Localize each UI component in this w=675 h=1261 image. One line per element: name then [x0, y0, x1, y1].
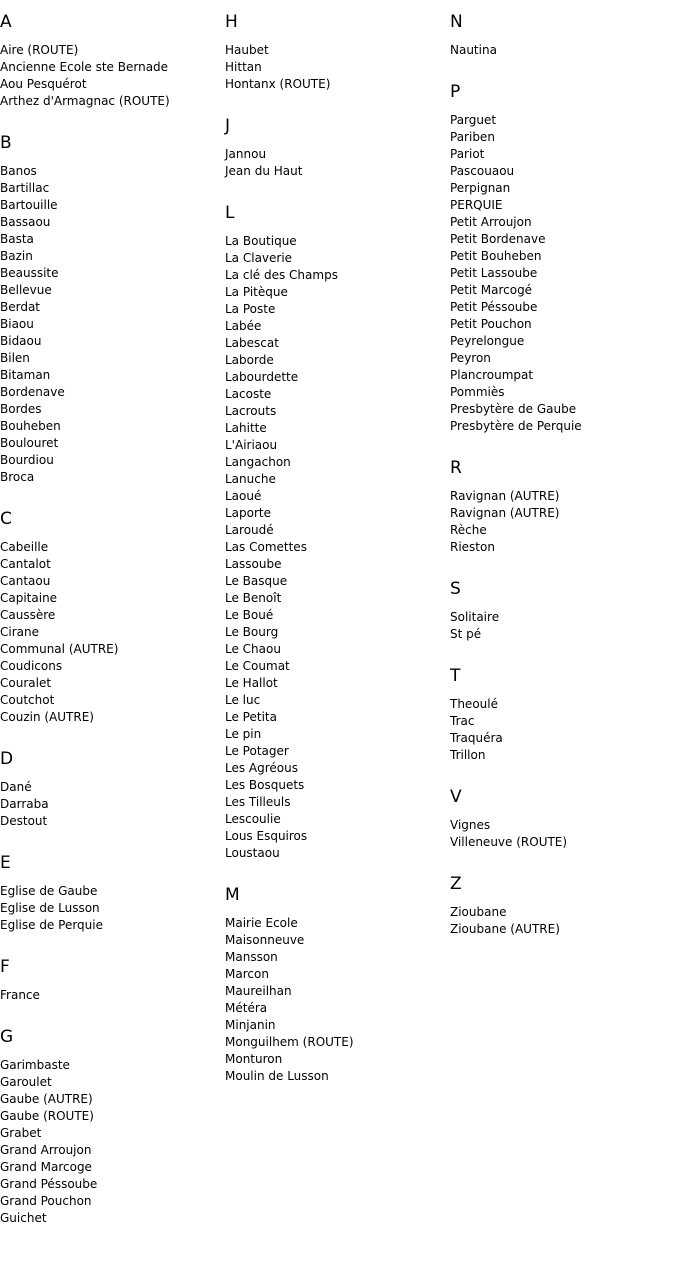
place-link[interactable]: Pascouaou: [450, 164, 515, 178]
place-link[interactable]: Eglise de Perquie: [0, 918, 103, 932]
place-link[interactable]: Boulouret: [0, 436, 59, 450]
place-link[interactable]: Parguet: [450, 113, 497, 127]
place-link[interactable]: France: [0, 988, 40, 1002]
place-link[interactable]: Hittan: [225, 60, 262, 74]
place-link[interactable]: Le pin: [225, 727, 262, 741]
place-list: [450, 817, 675, 851]
letter-heading: T: [450, 666, 461, 686]
letter-heading: D: [0, 749, 14, 769]
place-link[interactable]: Le Benoît: [225, 591, 282, 605]
place-link[interactable]: Laporte: [225, 506, 272, 520]
place-link[interactable]: Berdat: [0, 300, 41, 314]
place-link[interactable]: Garoulet: [0, 1075, 52, 1089]
place-link[interactable]: La clé des Champs: [225, 268, 338, 282]
place-link[interactable]: Ravignan (AUTRE): [450, 489, 560, 503]
place-link[interactable]: Langachon: [225, 455, 291, 469]
place-link[interactable]: Zioubane: [450, 905, 507, 919]
place-link[interactable]: Traquéra: [450, 731, 503, 745]
place-link[interactable]: Basta: [0, 232, 34, 246]
place-link[interactable]: Les Agréous: [225, 761, 299, 775]
place-link[interactable]: Bellevue: [0, 283, 52, 297]
place-list: [225, 42, 450, 93]
letter-heading: M: [225, 885, 240, 905]
place-list: [0, 779, 225, 830]
place-link[interactable]: Le Basque: [225, 574, 288, 588]
letter-group-v: [450, 764, 675, 851]
letter-heading: A: [0, 12, 12, 32]
place-link[interactable]: Peyron: [450, 351, 491, 365]
place-link[interactable]: Monguilhem (ROUTE): [225, 1035, 354, 1049]
index-column-1: [0, 0, 225, 1227]
place-link[interactable]: Petit Lassoube: [450, 266, 538, 280]
index-column-2: [225, 0, 450, 1085]
place-list: [0, 987, 225, 1004]
place-link[interactable]: Darraba: [0, 797, 49, 811]
place-link[interactable]: Nautina: [450, 43, 497, 57]
index-column-3: [450, 0, 675, 938]
place-link[interactable]: Destout: [0, 814, 48, 828]
letter-group-c: [0, 486, 225, 726]
place-link[interactable]: Bassaou: [0, 215, 51, 229]
letter-heading: L: [225, 203, 235, 223]
place-link[interactable]: La Claverie: [225, 251, 293, 265]
place-link[interactable]: Le Chaou: [225, 642, 281, 656]
place-link[interactable]: Météra: [225, 1001, 268, 1015]
place-link[interactable]: La Boutique: [225, 234, 297, 248]
place-link[interactable]: Le luc: [225, 693, 261, 707]
place-link[interactable]: Rèche: [450, 523, 487, 537]
letter-group-t: [450, 643, 675, 764]
letter-group-n: [450, 0, 675, 59]
place-link[interactable]: Haubet: [225, 43, 269, 57]
place-link[interactable]: Beaussite: [0, 266, 59, 280]
place-link[interactable]: Mansson: [225, 950, 278, 964]
letter-group-f: [0, 934, 225, 1004]
place-link[interactable]: Bilen: [0, 351, 30, 365]
place-link[interactable]: Lassoube: [225, 557, 282, 571]
letter-group-d: [0, 726, 225, 830]
letter-heading: V: [450, 787, 462, 807]
place-link[interactable]: Petit Bouheben: [450, 249, 542, 263]
place-link[interactable]: Guichet: [0, 1211, 47, 1225]
place-link[interactable]: Maureilhan: [225, 984, 292, 998]
place-link[interactable]: Grand Pouchon: [0, 1194, 92, 1208]
letter-heading: H: [225, 12, 238, 32]
place-link[interactable]: Gaube (AUTRE): [0, 1092, 93, 1106]
place-link[interactable]: Couralet: [0, 676, 52, 690]
place-link[interactable]: Solitaire: [450, 610, 500, 624]
place-link[interactable]: Bidaou: [0, 334, 42, 348]
letter-heading: B: [0, 133, 12, 153]
place-link[interactable]: Le Coumat: [225, 659, 290, 673]
place-link[interactable]: Lacoste: [225, 387, 272, 401]
place-link[interactable]: Laroudé: [225, 523, 274, 537]
place-list: [225, 233, 450, 862]
place-link[interactable]: Petit Pouchon: [450, 317, 532, 331]
place-link[interactable]: Communal (AUTRE): [0, 642, 119, 656]
place-link[interactable]: Arthez d'Armagnac (ROUTE): [0, 94, 170, 108]
place-link[interactable]: Trac: [450, 714, 475, 728]
place-link[interactable]: Villeneuve (ROUTE): [450, 835, 568, 849]
place-list: [225, 915, 450, 1085]
place-link[interactable]: Rieston: [450, 540, 495, 554]
place-link[interactable]: Petit Marcogé: [450, 283, 533, 297]
place-link[interactable]: Bordenave: [0, 385, 65, 399]
place-link[interactable]: Bitaman: [0, 368, 51, 382]
place-link[interactable]: Lescoulie: [225, 812, 281, 826]
place-link[interactable]: Bouheben: [0, 419, 61, 433]
letter-group-a: [0, 0, 225, 110]
letter-heading: J: [225, 116, 231, 136]
place-link[interactable]: Vignes: [450, 818, 491, 832]
place-link[interactable]: Petit Bordenave: [450, 232, 546, 246]
place-link[interactable]: Coutchot: [0, 693, 55, 707]
place-link[interactable]: Grabet: [0, 1126, 42, 1140]
place-list: [450, 904, 675, 938]
place-link[interactable]: Les Bosquets: [225, 778, 305, 792]
place-list: [450, 609, 675, 643]
letter-heading: C: [0, 509, 12, 529]
place-link[interactable]: Laborde: [225, 353, 274, 367]
place-link[interactable]: PERQUIE: [450, 198, 503, 212]
place-link[interactable]: Gaube (ROUTE): [0, 1109, 94, 1123]
place-link[interactable]: Hontanx (ROUTE): [225, 77, 331, 91]
place-link[interactable]: St pé: [450, 627, 482, 641]
place-link[interactable]: Bazin: [0, 249, 33, 263]
place-link[interactable]: Couzin (AUTRE): [0, 710, 94, 724]
place-link[interactable]: Plancroumpat: [450, 368, 534, 382]
place-link[interactable]: Le Hallot: [225, 676, 278, 690]
letter-group-h: [225, 0, 450, 93]
letter-heading: Z: [450, 874, 462, 894]
place-link[interactable]: Cabeille: [0, 540, 49, 554]
letter-group-b: [0, 110, 225, 486]
place-link[interactable]: Le Bourg: [225, 625, 279, 639]
place-link[interactable]: L'Airiaou: [225, 438, 278, 452]
place-link[interactable]: Garimbaste: [0, 1058, 70, 1072]
place-link[interactable]: Petit Arroujon: [450, 215, 532, 229]
place-link[interactable]: Presbytère de Perquie: [450, 419, 582, 433]
place-link[interactable]: Bourdiou: [0, 453, 54, 467]
place-list: [450, 42, 675, 59]
place-link[interactable]: Bartouille: [0, 198, 58, 212]
place-link[interactable]: Mairie Ecole: [225, 916, 298, 930]
place-link[interactable]: Eglise de Lusson: [0, 901, 100, 915]
place-link[interactable]: Marcon: [225, 967, 269, 981]
place-link[interactable]: Zioubane (AUTRE): [450, 922, 560, 936]
place-link[interactable]: Moulin de Lusson: [225, 1069, 329, 1083]
place-link[interactable]: Trillon: [450, 748, 486, 762]
place-link[interactable]: Lous Esquiros: [225, 829, 308, 843]
place-link[interactable]: Peyrelongue: [450, 334, 525, 348]
place-list: [0, 539, 225, 726]
place-link[interactable]: Grand Marcoge: [0, 1160, 92, 1174]
place-link[interactable]: Capitaine: [0, 591, 58, 605]
place-link[interactable]: Pommiès: [450, 385, 505, 399]
place-list: [0, 1057, 225, 1227]
place-link[interactable]: Loustaou: [225, 846, 280, 860]
place-link[interactable]: Cantalot: [0, 557, 51, 571]
place-link[interactable]: Perpignan: [450, 181, 511, 195]
place-list: [225, 146, 450, 180]
place-link[interactable]: Las Comettes: [225, 540, 307, 554]
place-link[interactable]: Biaou: [0, 317, 34, 331]
place-link[interactable]: Broca: [0, 470, 35, 484]
place-link[interactable]: Lahitte: [225, 421, 267, 435]
place-link[interactable]: Le Petita: [225, 710, 277, 724]
place-link[interactable]: Grand Arroujon: [0, 1143, 92, 1157]
place-link[interactable]: Theoulé: [450, 697, 498, 711]
place-link[interactable]: Petit Péssoube: [450, 300, 538, 314]
place-link[interactable]: Pariot: [450, 147, 485, 161]
place-link[interactable]: Monturon: [225, 1052, 283, 1066]
place-link[interactable]: Jean du Haut: [225, 164, 303, 178]
letter-group-e: [0, 830, 225, 934]
place-link[interactable]: Le Potager: [225, 744, 289, 758]
place-link[interactable]: Ancienne Ecole ste Bernade: [0, 60, 169, 74]
place-link[interactable]: Bartillac: [0, 181, 50, 195]
letter-heading: S: [450, 579, 461, 599]
place-link[interactable]: Aou Pesquérot: [0, 77, 87, 91]
letter-heading: E: [0, 853, 11, 873]
place-link[interactable]: Coudicons: [0, 659, 63, 673]
place-link[interactable]: Minjanin: [225, 1018, 276, 1032]
place-list: [0, 42, 225, 110]
place-list: [450, 696, 675, 764]
place-link[interactable]: La Pitèque: [225, 285, 288, 299]
place-link[interactable]: Banos: [0, 164, 37, 178]
letter-group-l: [225, 180, 450, 862]
place-link[interactable]: Cirane: [0, 625, 39, 639]
letter-group-s: [450, 556, 675, 643]
place-link[interactable]: Dané: [0, 780, 32, 794]
place-link[interactable]: Presbytère de Gaube: [450, 402, 577, 416]
letter-heading: P: [450, 82, 461, 102]
place-link[interactable]: Pariben: [450, 130, 495, 144]
place-link[interactable]: Ravignan (AUTRE): [450, 506, 560, 520]
letter-group-r: [450, 435, 675, 556]
place-link[interactable]: La Poste: [225, 302, 276, 316]
place-link[interactable]: Jannou: [225, 147, 267, 161]
place-link[interactable]: Lanuche: [225, 472, 276, 486]
place-list: [450, 488, 675, 556]
place-link[interactable]: Labée: [225, 319, 262, 333]
letter-group-p: [450, 59, 675, 435]
place-link[interactable]: Bordes: [0, 402, 42, 416]
place-link[interactable]: Labourdette: [225, 370, 299, 384]
place-link[interactable]: Caussère: [0, 608, 56, 622]
place-link[interactable]: Labescat: [225, 336, 279, 350]
place-link[interactable]: Aire (ROUTE): [0, 43, 79, 57]
letter-group-m: [225, 862, 450, 1085]
letter-group-j: [225, 93, 450, 180]
place-link[interactable]: Laoué: [225, 489, 262, 503]
place-link[interactable]: Grand Péssoube: [0, 1177, 98, 1191]
letter-group-g: [0, 1004, 225, 1227]
letter-heading: G: [0, 1027, 14, 1047]
place-list: [450, 112, 675, 435]
place-list: [0, 163, 225, 486]
letter-group-z: [450, 851, 675, 938]
place-link[interactable]: Maisonneuve: [225, 933, 305, 947]
letter-heading: F: [0, 957, 10, 977]
place-link[interactable]: Le Boué: [225, 608, 274, 622]
place-link[interactable]: Cantaou: [0, 574, 51, 588]
place-list: [0, 883, 225, 934]
place-link[interactable]: Lacrouts: [225, 404, 277, 418]
place-link[interactable]: Les Tilleuls: [225, 795, 291, 809]
letter-heading: N: [450, 12, 463, 32]
letter-heading: R: [450, 458, 462, 478]
place-link[interactable]: Eglise de Gaube: [0, 884, 98, 898]
